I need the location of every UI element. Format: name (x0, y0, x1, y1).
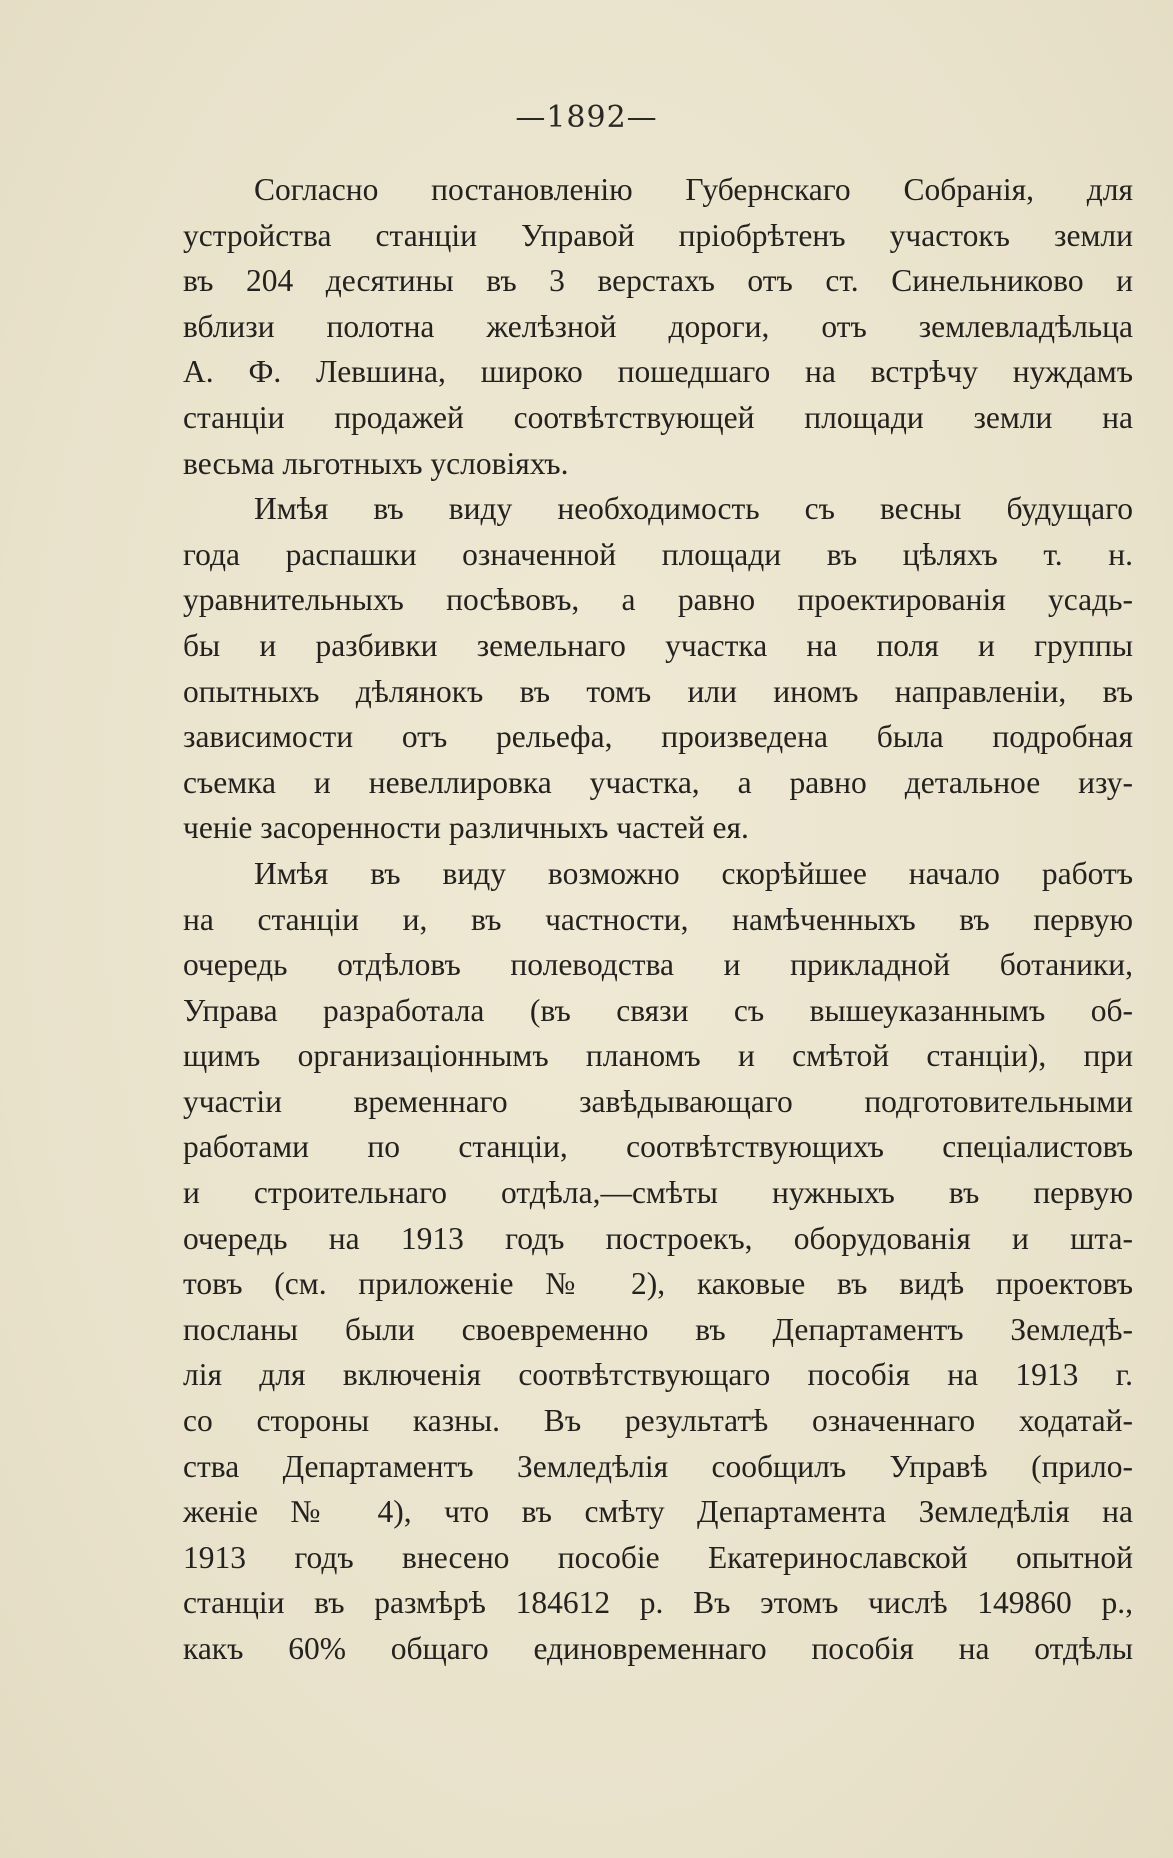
text-line: со стороны казны. Въ результатѣ означеннаго ходатай- (183, 1403, 1133, 1439)
text-line: какъ 60% общаго единовременнаго пособія на отдѣлы (183, 1631, 1133, 1666)
text-line: съемка и невеллировка участка, а равно детальное изу- (183, 764, 1133, 800)
text-line: въ 204 десятины въ 3 верстахъ отъ ст. Синельниково и (183, 263, 1133, 299)
text-line: станціи продажей соотвѣтствующей площади земли на (183, 399, 1133, 435)
text-line: щимъ организаціоннымъ планомъ и смѣтой станціи), при (183, 1038, 1133, 1074)
text-line: уравнительныхъ посѣвовъ, а равно проектированія усадь- (183, 582, 1133, 618)
text-line: А. Ф. Левшина, широко пошедшаго на встрѣчу нуждамъ (183, 354, 1133, 390)
text-line: на станціи и, въ частности, намѣченныхъ въ первую (183, 901, 1133, 937)
text-line: посланы были своевременно въ Департаментъ Земледѣ- (183, 1311, 1133, 1347)
text-line: ства Департаментъ Земледѣлія сообщилъ Управѣ (прило- (183, 1448, 1133, 1484)
body-text (183, 167, 1133, 1672)
text-line: ченіе засоренности различныхъ частей ея. (183, 810, 749, 846)
text-line: и строительнаго отдѣла,—смѣты нужныхъ въ первую (183, 1175, 1133, 1211)
text-line: бы и разбивки земельнаго участка на поля и группы (183, 627, 1133, 663)
text-line: весьма льготныхъ условіяхъ. (183, 445, 569, 481)
text-line: участіи временнаго завѣдывающаго подготовительными (183, 1083, 1133, 1119)
text-line: лія для включенія соотвѣтствующаго пособія на 1913 г. (183, 1357, 1133, 1393)
text-line: работами по станціи, соотвѣтствующихъ спеціалистовъ (183, 1129, 1133, 1165)
text-line: Имѣя въ виду возможно скорѣйшее начало работъ (254, 855, 1133, 891)
page-number: —1892— (515, 100, 658, 135)
text-line: женіе № 4), что въ смѣту Департамента Земледѣлія на (183, 1494, 1133, 1530)
text-line: товъ (см. приложеніе № 2), каковые въ видѣ проектовъ (183, 1266, 1133, 1302)
text-line: опытныхъ дѣлянокъ въ томъ или иномъ направленіи, въ (183, 673, 1133, 709)
text-line: очередь отдѣловъ полеводства и прикладной ботаники, (183, 947, 1133, 983)
text-line: станціи въ размѣрѣ 184612 р. Въ этомъ числѣ 149860 р., (183, 1585, 1133, 1621)
text-line: Управа разработала (въ связи съ вышеуказаннымъ об- (183, 992, 1133, 1028)
text-line: года распашки означенной площади въ цѣляхъ т. н. (183, 536, 1133, 572)
text-line: Согласно постановленію Губернскаго Собранія, для (254, 172, 1133, 207)
text-line: очередь на 1913 годъ построекъ, оборудованія и шта- (183, 1220, 1133, 1256)
text-line: 1913 годъ внесено пособіе Екатеринославской опытной (183, 1539, 1133, 1575)
text-line: устройства станціи Управой пріобрѣтенъ участокъ земли (183, 217, 1133, 253)
text-line: Имѣя въ виду необходимость съ весны будущаго (254, 491, 1133, 527)
text-line: вблизи полотна желѣзной дороги, отъ землевладѣльца (183, 308, 1133, 344)
text-line: зависимости отъ рельефа, произведена была подробная (183, 719, 1133, 755)
